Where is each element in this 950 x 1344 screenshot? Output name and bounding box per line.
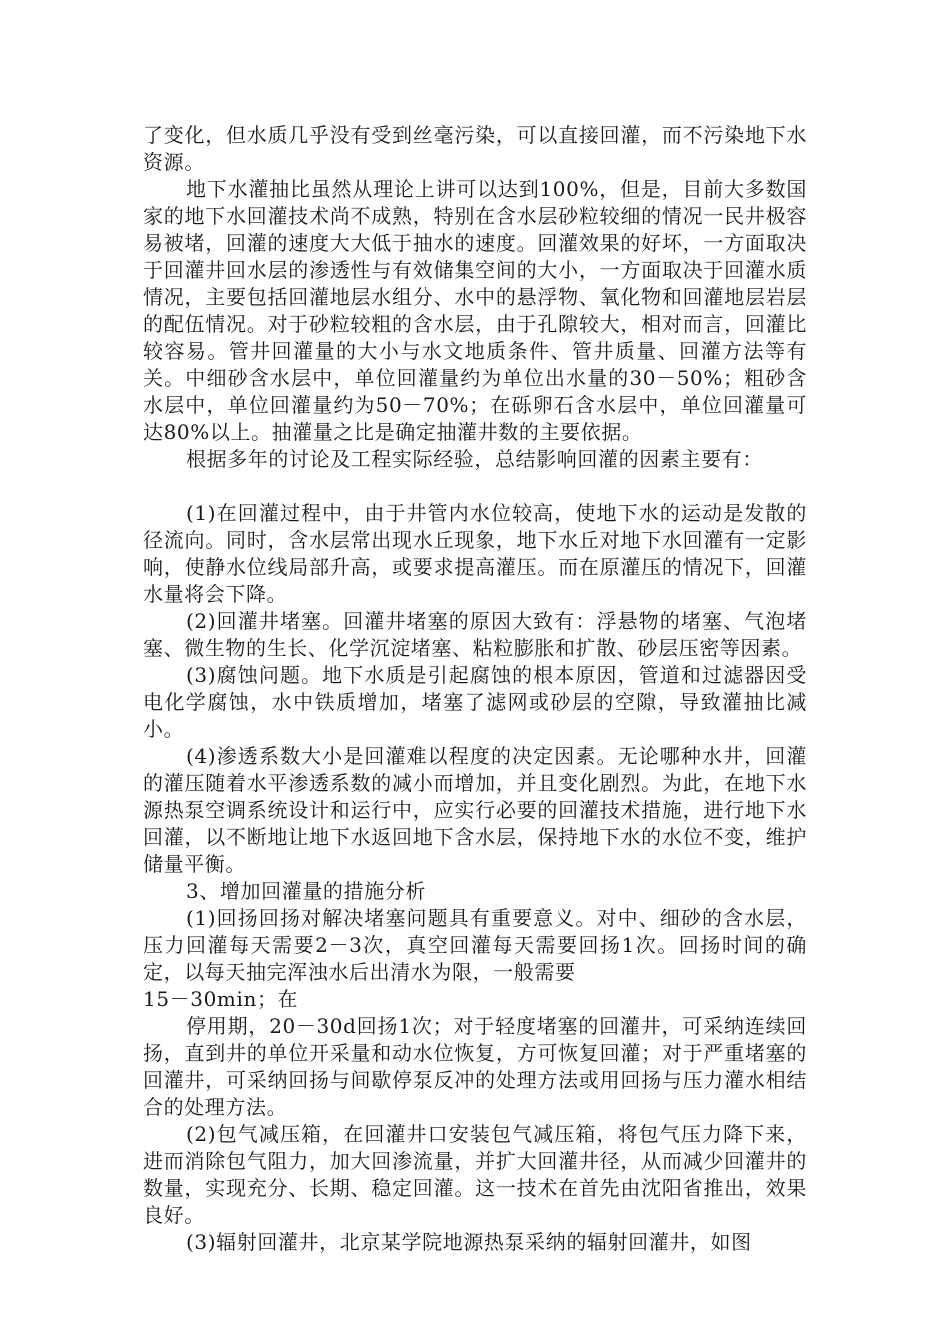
paragraph-continuation: 了变化，但水质几乎没有受到丝毫污染，可以直接回灌，而不污染地下水资源。: [143, 123, 807, 174]
paragraph-factors-intro: 根据多年的讨论及工程实际经验，总结影响回灌的因素主要有：: [186, 447, 763, 471]
paragraph-factor-4: (4)渗透系数大小是回灌难以程度的决定因素。无论哪种水井，回灌的灌压随着水平渗透系数的减小而增加，并且变化剧烈。为此，在地下水源热泵空调系统设计和运行中，应实行必要的回灌技术措施，进行地下水回灌，以不断地让地下水返回地下含水层，保持地下水的水位不变，维护储量平衡。: [143, 744, 807, 876]
blank-line: [143, 473, 807, 500]
paragraph-measure-1-line: 15－30min；在: [143, 987, 299, 1011]
paragraph-recharge-ratio: 地下水灌抽比虽然从理论上讲可以达到100%，但是，目前大多数国家的地下水回灌技术尚不成熟，特别在含水层砂粒较细的情况一民井极容易被堵，回灌的速度大大低于抽水的速度。回灌效果的好坏，一方面取决于回灌井回水层的渗透性与有效储集空间的大小，一方面取决于回灌水质情况，主要包括回灌地层水组分、水中的悬浮物、氧化物和回灌地层岩层的配伍情况。对于砂粒较粗的含水层，由于孔隙较大，相对而言，回灌比较容易。管井回灌量的大小与水文地质条件、管井质量、回灌方法等有关。中细砂含水层中，单位回灌量约为单位出水量的30－50%；粗砂含水层中，单位回灌量约为50－70%；在砾卵石含水层中，单位回灌量可达80%以上。抽灌量之比是确定抽灌井数的主要依据。: [143, 177, 807, 444]
section-heading-3: 3、增加回灌量的措施分析: [186, 879, 426, 903]
paragraph-measure-1: (1)回扬回扬对解决堵塞问题具有重要意义。对中、细砂的含水层，压力回灌每天需要2－3次，真空回灌每天需要回扬1次。回扬时间的确定，以每天抽完浑浊水后出清水为限，一般需要: [143, 906, 807, 984]
document-page: [143, 122, 807, 1256]
paragraph-measure-3: (3)辐射回灌井，北京某学院地源热泵采纳的辐射回灌井，如图: [186, 1230, 752, 1254]
paragraph-measure-2: (2)包气减压箱，在回灌井口安装包气减压箱，将包气压力降下来，进而消除包气阻力，加大回渗流量，并扩大回灌井径，从而减少回灌井的数量，实现充分、长期、稳定回灌。这一技术在首先由沈阳省推出，效果良好。: [143, 1122, 807, 1227]
paragraph-factor-1: (1)在回灌过程中，由于井管内水位较高，使地下水的运动是发散的径流向。同时，含水层常出现水丘现象，地下水丘对地下水回灌有一定影响，使静水位线局部升高，或要求提高灌压。而在原灌压的情况下，回灌水量将会下降。: [143, 501, 807, 606]
paragraph-factor-3: (3)腐蚀问题。地下水质是引起腐蚀的根本原因，管道和过滤器因受电化学腐蚀，水中铁质增加，堵塞了滤网或砂层的空隙，导致灌抽比减小。: [143, 663, 807, 741]
paragraph-factor-2: (2)回灌井堵塞。回灌井堵塞的原因大致有：浮悬物的堵塞、气泡堵塞、微生物的生长、化学沉淀堵塞、粘粒膨胀和扩散、砂层压密等因素。: [143, 609, 807, 660]
paragraph-measure-1-cont: 停用期，20－30d回扬1次；对于轻度堵塞的回灌井，可采纳连续回扬，直到井的单位开采量和动水位恢复，方可恢复回灌；对于严重堵塞的回灌井，可采纳回扬与间歇停泵反冲的处理方法或用回扬与压力灌水相结合的处理方法。: [143, 1014, 807, 1119]
